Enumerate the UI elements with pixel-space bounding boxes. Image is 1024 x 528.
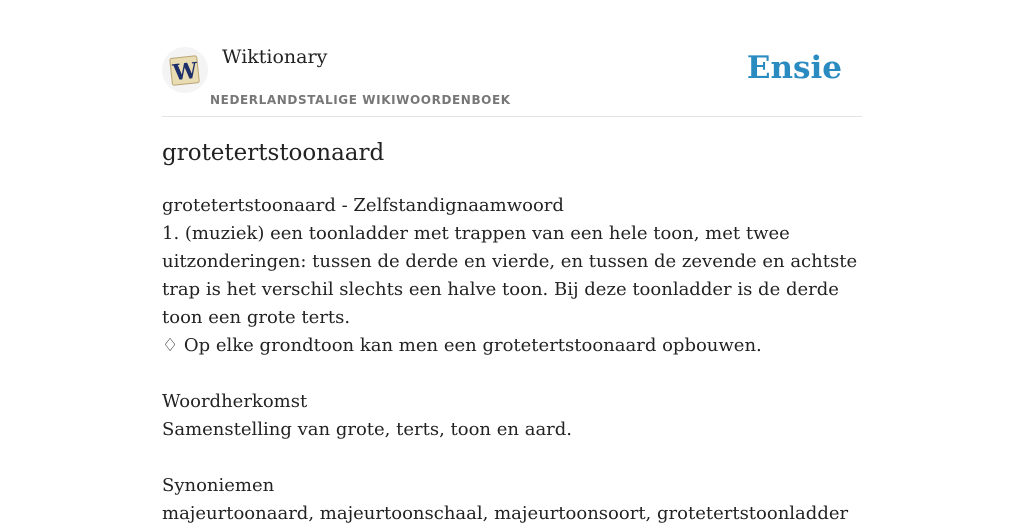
spacer — [162, 444, 862, 472]
spacer — [162, 360, 862, 388]
entry-content — [162, 192, 862, 528]
synonyms-heading: Synoniemen — [162, 475, 275, 496]
site-name[interactable]: Wiktionary — [222, 46, 328, 68]
entry-heading: grotetertstoonaard - Zelfstandignaamwoord — [162, 195, 564, 216]
synonyms-text: majeurtoonaard, majeurtoonschaal, majeurtoonsoort, grotetertstoonladder — [162, 503, 849, 524]
wiktionary-logo-icon[interactable] — [162, 47, 208, 93]
etymology-heading: Woordherkomst — [162, 391, 308, 412]
page — [162, 0, 862, 524]
ensie-brand-link[interactable]: Ensie — [746, 50, 842, 86]
logo-letter: W — [171, 57, 199, 87]
site-subtitle: NEDERLANDSTALIGE WIKIWOORDENBOEK — [210, 93, 511, 107]
site-header — [162, 0, 862, 117]
entry-definition: 1. (muziek) een toonladder met trappen van een hele toon, met twee uitzonderingen: tussen de derde en vierde, en tussen de zevende en achtste trap is het verschil slechts een halve toon. Bij deze toonladder is de derde toon een grote terts. — [162, 223, 858, 328]
etymology-text: Samenstelling van grote, terts, toon en aard. — [162, 419, 573, 440]
page-title: grotetertstoonaard — [162, 140, 385, 166]
wiktionary-tile-icon — [167, 52, 203, 88]
entry-example: ♢ Op elke grondtoon kan men een grotetertstoonaard opbouwen. — [162, 335, 762, 356]
